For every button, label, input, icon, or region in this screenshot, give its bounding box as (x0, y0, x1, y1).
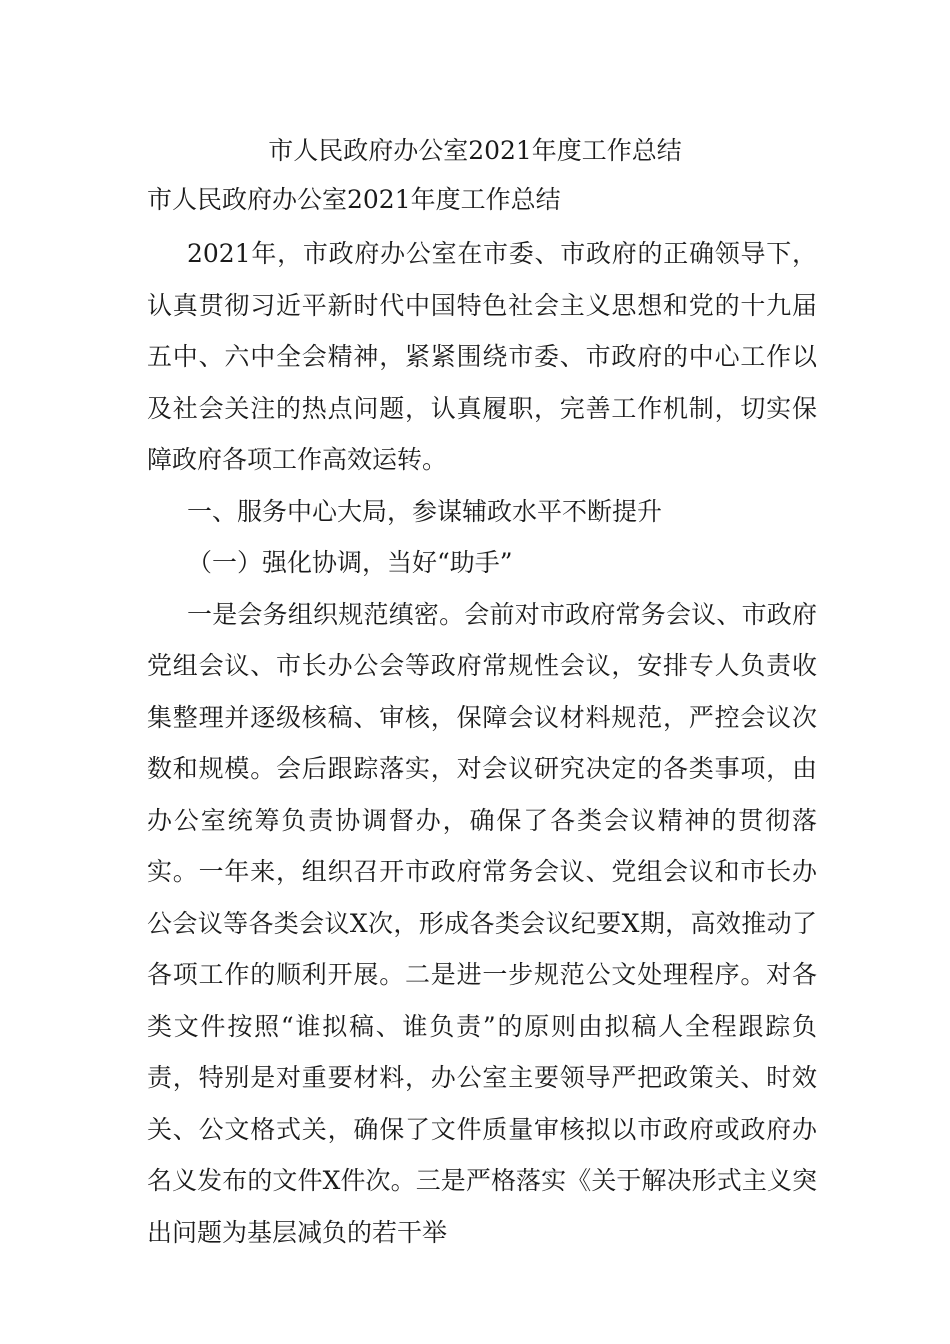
document-title: 市人民政府办公室2021年度工作总结 (268, 136, 682, 165)
paragraph-meetings: 一是会务组织规范缜密。会前对市政府常务会议、市政府党组会议、市长办公会等政府常规性会议，安排专人负责收集整理并逐级核稿、审核，保障会议材料规范，严控会议次数和规模。会后跟踪落实，对会议研究决定的各类事项，由办公室统筹负责协调督办，确保了各类会议精神的贯彻落实。一年来，组织召开市政府常务会议、党组会议和市长办公会议等各类会议X次，形成各类会议纪要X期，高效推动了各项工作的顺利开展。二是进一步规范公文处理程序。对各类文件按照“谁拟稿、谁负责”的原则由拟稿人全程跟踪负责，特别是对重要材料，办公室主要领导严把政策关、时效关、公文格式关，确保了文件质量审核拟以市政府或政府办名义发布的文件X件次。三是严格落实《关于解决形式主义突出问题为基层减负的若干举 (147, 599, 817, 1247)
paragraph-intro: 2021年，市政府办公室在市委、市政府的正确领导下，认真贯彻习近平新时代中国特色社会主义思想和党的十九届五中、六中全会精神，紧紧围绕市委、市政府的中心工作以及社会关注的热点问题，认真履职，完善工作机制，切实保障政府各项工作高效运转。 (147, 239, 817, 474)
document-body (147, 228, 817, 1258)
section-heading-1: 一、服务中心大局，参谋辅政水平不断提升 (187, 496, 663, 526)
document-subtitle: 市人民政府办公室2021年度工作总结 (147, 185, 561, 214)
subsection-heading-1: （一）强化协调，当好“助手” (187, 548, 513, 577)
